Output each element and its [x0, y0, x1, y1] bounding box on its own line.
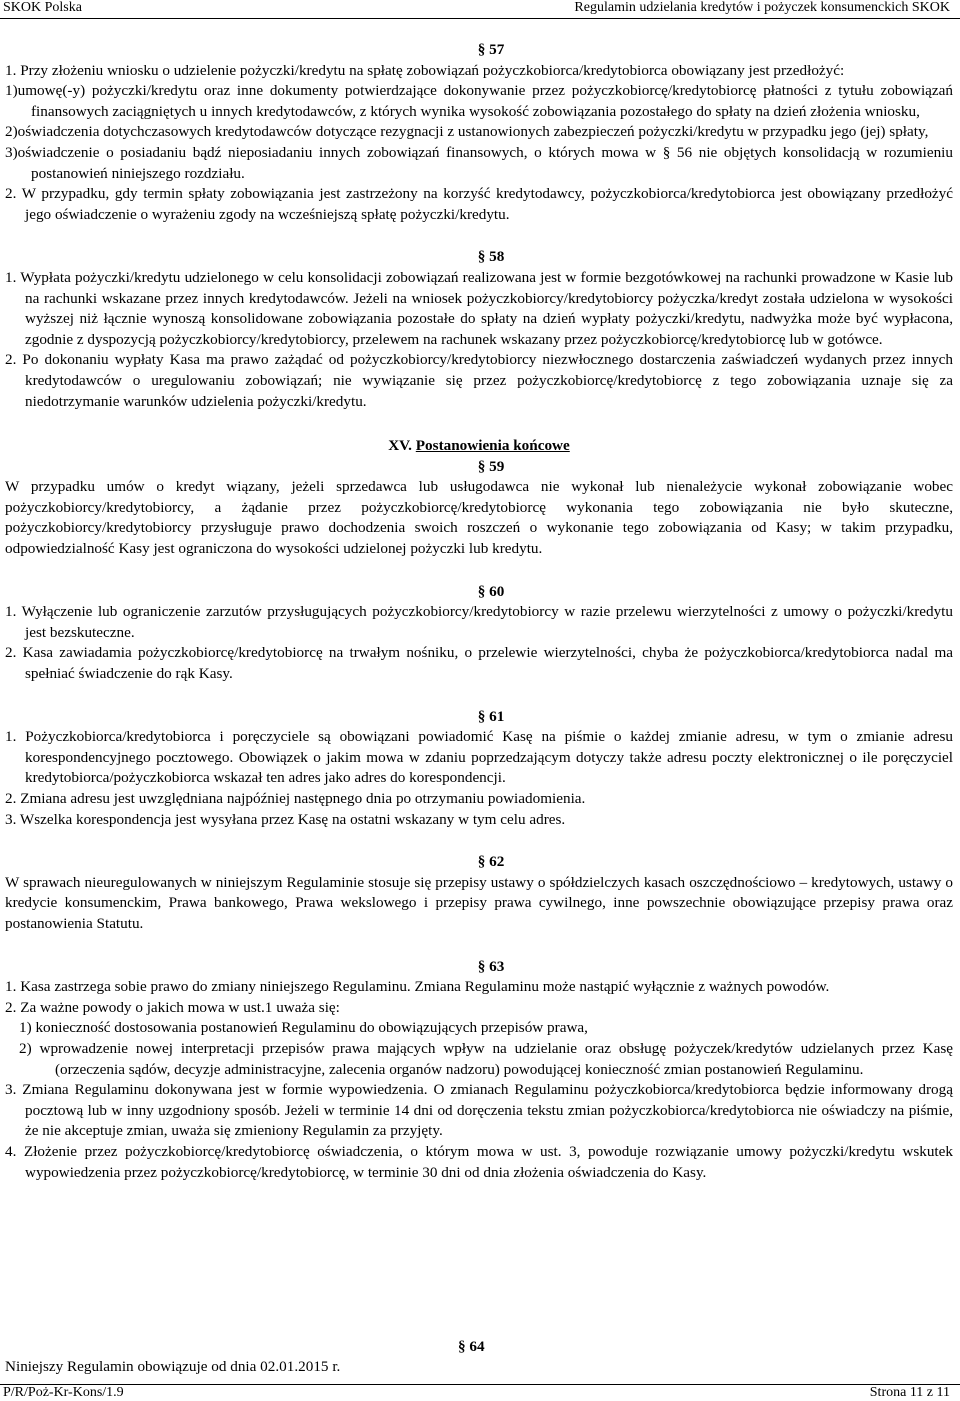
s63-p3: 3. Zmiana Regulaminu dokonywana jest w formie wypowiedzenia. O zmianach Regulaminu pożyczkobiorca/kredytobiorca będzie informowany drogą pocztową lub w inny uzgodniony sposób. Jeżeli w terminie 14 dni od doręczenia tekstu zmian pożyczkobiorca/kredytobiorca nie oświadczy na piśmie, że nie akceptuje zmian, uważa się zmieniony Regulamin za przyjęty.	[5, 1081, 953, 1140]
s63-p2: 2. Za ważne powody o jakich mowa w ust.1 uważa się:	[5, 998, 340, 1016]
s63-item2: 2) wprowadzenie nowej interpretacji przepisów prawa mających wpływ na udzielanie oraz obsługę pożyczek/kredytów udzielanych przez Kasę (orzeczenia sądów, decyzje administracyjne, zalecenia organów nadzoru) powodującej konieczność zmian postanowień Regulaminu.	[19, 1039, 953, 1078]
s63-p4: 4. Złożenie przez pożyczkobiorcę/kredytobiorcę oświadczenia, o którym mowa w ust. 3, powoduje rozwiązanie umowy pożyczki/kredytu wskutek wypowiedzenia przez pożyczkobiorcę/kredytobiorcę, w terminie 30 dni od dnia złożenia oświadczenia do Kasy.	[5, 1142, 953, 1181]
page-footer	[0, 1384, 960, 1401]
s61-p3: 3. Wszelka korespondencja jest wysyłana przez Kasę na ostatni wskazany w tym celu adres.	[5, 810, 566, 828]
section-60-title: § 60	[477, 582, 505, 600]
section-57-title: § 57	[477, 41, 505, 58]
document-body	[5, 40, 953, 1183]
chapter-number: XV.	[388, 437, 412, 455]
chapter-title: Postanowienia końcowe	[415, 437, 570, 455]
s60-p1: 1. Wyłączenie lub ograniczenie zarzutów przysługujących pożyczkobiorcy/kredytobiorcy w razie przelewu wierzytelności z umowy o pożyczki/kredytu jest bezskuteczne.	[5, 603, 953, 641]
section-61-title: § 61	[477, 707, 505, 725]
section-59-title: § 59	[477, 457, 505, 475]
section-64-title: § 64	[458, 1338, 485, 1355]
s57-p2: 2. W przypadku, gdy termin spłaty zobowiązania jest zastrzeżony na korzyść kredytodawcy, pożyczkobiorca/kredytobiorca jest obowiązany przedłożyć jego oświadczenie o wyrażeniu zgody na wcześniejszą spłatę pożyczki/kredytu.	[5, 185, 953, 223]
s57-item1: 1)umowę(-y) pożyczki/kredytu oraz inne dokumenty potwierdzające dokonywanie przez pożyczkobiorcę/kredytobiorcę płatności z tytułu zobowiązań finansowych zaciągniętych u innych kredytodawców, z których wynika wysokość zobowiązania pozostałego do spłaty na dzień złożenia wniosku,	[5, 82, 953, 120]
header-org: SKOK Polska	[3, 0, 82, 15]
section-62-title: § 62	[477, 853, 505, 871]
section-58-title: § 58	[477, 248, 505, 266]
s59-p1: W przypadku umów o kredyt wiązany, jeżeli sprzedawca lub usługodawca nie wykonał lub nienależycie wykonał zobowiązanie wobec pożyczkobiorcy/kredytobiorcy, a żądanie przez pożyczkobiorcę/kredytobiorcę wykonania tego zobowiązania nie było skuteczne, pożyczkobiorcy/kredytobiorcy przysługuje prawo dochodzenia swoich roszczeń o wykonanie tego zobowiązania od Kasy; w takim przypadku, odpowiedzialność Kasy jest ograniczona do wysokości udzielonej pożyczki lub kredytu.	[5, 478, 953, 558]
page-header	[0, 0, 960, 19]
s63-p1: 1. Kasa zastrzega sobie prawo do zmiany niniejszego Regulaminu. Zmiana Regulaminu może nastąpić wyłącznie z ważnych powodów.	[5, 978, 830, 996]
s57-item3: 3)oświadczenie o posiadaniu bądź nieposiadaniu innych zobowiązań finansowych, o których mowa w § 56 nie objętych konsolidacją w rozumieniu postanowień niniejszego rozdziału.	[5, 143, 953, 182]
s61-p2: 2. Zmiana adresu jest uwzględniana najpóźniej następnego dnia po otrzymaniu powiadomienia.	[5, 790, 586, 807]
s62-p1: W sprawach nieuregulowanych w niniejszym Regulaminie stosuje się przepisy ustawy o spółdzielczych kasach oszczędnościowo – kredytowych, ustawy o kredycie konsumenckim, Prawa bankowego, Prawa wekslowego i przepisy prawa cywilnego, inne powszechnie obowiązujące przepisy prawa oraz postanowienia Statutu.	[5, 873, 953, 932]
effective-date-statement: Niniejszy Regulamin obowiązuje od dnia 02.01.2015 r.	[5, 1358, 341, 1375]
document-code: P/R/Poż-Kr-Kons/1.9	[3, 1385, 124, 1400]
s63-item1: 1) konieczność dostosowania postanowień Regulaminu do obowiązujących przepisów prawa,	[19, 1019, 588, 1037]
chapter-heading	[5, 436, 953, 457]
section-63-title: § 63	[477, 957, 505, 975]
s58-p2: 2. Po dokonaniu wypłaty Kasa ma prawo zażądać od pożyczkobiorcy/kredytobiorcy niezwłocznego dostarczenia zaświadczeń wydanych przez innych kredytodawców o uregulowaniu zobowiązań; nie wywiązanie się przez pożyczkobiorcę/kredytobiorcę z tego zobowiązania uznaje się za niedotrzymanie warunków udzielenia pożyczki/kredytu.	[5, 351, 953, 410]
s58-p1: 1. Wypłata pożyczki/kredytu udzielonego w celu konsolidacji zobowiązań realizowana jest w formie bezgotówkowej na rachunki prowadzone w Kasie lub na rachunki wskazane przez innych kredytodawców. Jeżeli na wniosek pożyczkobiorcy/kredytobiorcy pożyczka/kredyt została udzielona w wysokości wyższej niż łącznie wynoszą konsolidowane zobowiązania pozostałe do spłaty na dzień wypłaty pożyczki/kredytu, nadwyżka może być wypłacona, zgodnie z dyspozycją pożyczkobiorcy/kredytobiorcy, przelewem na rachunek wskazany przez pożyczkobiorcę/kredytobiorcę lub w gotówce.	[5, 268, 953, 348]
page-number: Strona 11 z 11	[869, 1385, 950, 1400]
s61-p1: 1. Pożyczkobiorca/kredytobiorca i poręczyciele są obowiązani powiadomić Kasę na piśmie o każdej zmianie adresu, w tym o zmianie adresu korespondencyjnego pocztowego. Obowiązek o jakim mowa w zdaniu poprzedzającym dotyczy także adresu poczty elektronicznej o ile poręczyciel kredytobiorca/pożyczkobiorca wskazał ten adres jako adres do korespondencji.	[5, 728, 953, 787]
s57-p1: 1. Przy złożeniu wniosku o udzielenie pożyczki/kredytu na spłatę zobowiązań pożyczkobiorca/kredytobiorca obowiązany jest przedłożyć:	[5, 61, 845, 79]
s60-p2: 2. Kasa zawiadamia pożyczkobiorcę/kredytobiorcę na trwałym nośniku, o przelewie wierzytelności, chyba że pożyczkobiorca/kredytobiorca nadal ma spełniać świadczenie do rąk Kasy.	[5, 644, 953, 683]
header-doc-title: Regulamin udzielania kredytów i pożyczek konsumenckich SKOK	[574, 0, 950, 15]
s57-item2: 2)oświadczenia dotychczasowych kredytodawców dotyczące rezygnacji z ustanowionych zabezpieczeń pożyczki/kredytu w przypadku jego (jej) spłaty,	[5, 123, 929, 141]
